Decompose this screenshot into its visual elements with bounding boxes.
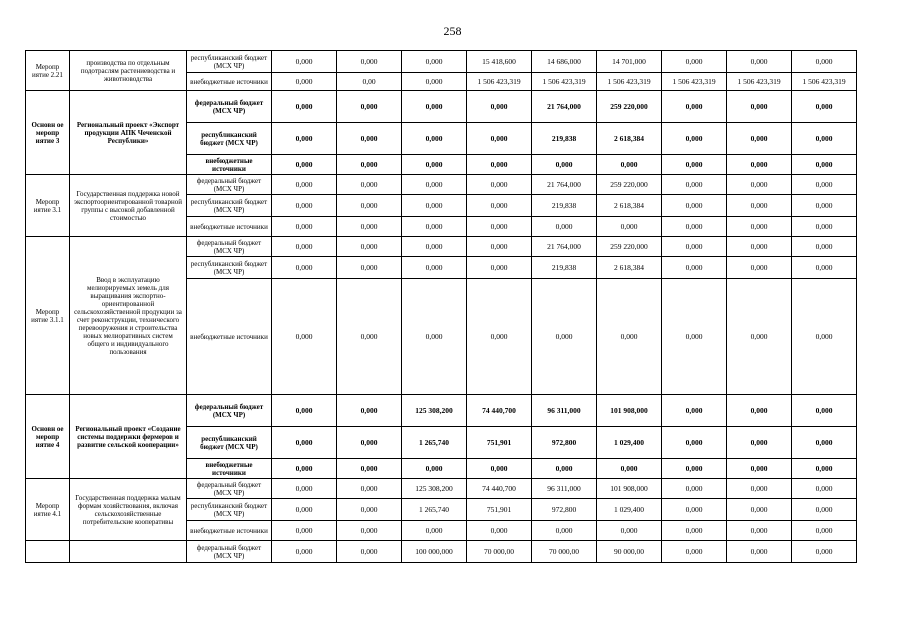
amount-cell: 0,000: [727, 541, 792, 563]
amount-cell: 125 308,200: [402, 479, 467, 499]
amount-cell: 2 618,384: [597, 257, 662, 279]
amount-cell: 2 618,384: [597, 195, 662, 217]
amount-cell: 0,000: [662, 395, 727, 427]
amount-cell: 259 220,000: [597, 175, 662, 195]
amount-cell: 0,000: [662, 521, 727, 541]
amount-cell: 0,000: [727, 217, 792, 237]
amount-cell: 0,00: [337, 73, 402, 91]
funding-source-cell: республиканский бюджет (МСХ ЧР): [187, 499, 272, 521]
funding-source-cell: республиканский бюджет (МСХ ЧР): [187, 427, 272, 459]
table-body: [26, 51, 857, 563]
amount-cell: 0,000: [662, 195, 727, 217]
amount-cell: 0,000: [402, 91, 467, 123]
amount-cell: 0,000: [402, 123, 467, 155]
amount-cell: 0,000: [337, 91, 402, 123]
amount-cell: 0,000: [662, 155, 727, 175]
amount-cell: 0,000: [662, 175, 727, 195]
funding-source-cell: внебюджетные источники: [187, 279, 272, 395]
amount-cell: 70 000,00: [467, 541, 532, 563]
page-number: 258: [443, 24, 462, 38]
amount-cell: 972,800: [532, 499, 597, 521]
activity-name-cell: Региональный проект «Экспорт продукции АПК Чеченской Республики»: [70, 91, 187, 175]
amount-cell: 0,000: [272, 541, 337, 563]
amount-cell: 0,000: [402, 51, 467, 73]
table-row: [26, 395, 857, 427]
amount-cell: 0,000: [272, 217, 337, 237]
amount-cell: 125 308,200: [402, 395, 467, 427]
amount-cell: 0,000: [402, 175, 467, 195]
amount-cell: 0,000: [337, 217, 402, 237]
amount-cell: 0,000: [792, 521, 857, 541]
amount-cell: 0,000: [337, 499, 402, 521]
amount-cell: 0,000: [337, 541, 402, 563]
amount-cell: 0,000: [337, 479, 402, 499]
activity-name-cell: Государственная поддержка новой экспортоориентированной товарной группы с высокой добавленной стоимостью: [70, 175, 187, 237]
amount-cell: 0,000: [532, 279, 597, 395]
amount-cell: 0,000: [467, 257, 532, 279]
amount-cell: 0,000: [792, 257, 857, 279]
amount-cell: 0,000: [597, 459, 662, 479]
amount-cell: 0,000: [467, 217, 532, 237]
amount-cell: 15 418,600: [467, 51, 532, 73]
amount-cell: 259 220,000: [597, 237, 662, 257]
amount-cell: 0,000: [662, 257, 727, 279]
amount-cell: 0,000: [272, 459, 337, 479]
funding-source-cell: федеральный бюджет (МСХ ЧР): [187, 175, 272, 195]
amount-cell: 972,800: [532, 427, 597, 459]
amount-cell: 0,000: [467, 175, 532, 195]
amount-cell: 0,000: [272, 427, 337, 459]
amount-cell: 0,000: [272, 91, 337, 123]
amount-cell: 0,000: [337, 51, 402, 73]
amount-cell: 0,000: [727, 459, 792, 479]
amount-cell: 751,901: [467, 499, 532, 521]
amount-cell: 74 440,700: [467, 395, 532, 427]
amount-cell: 101 908,000: [597, 395, 662, 427]
amount-cell: 219,838: [532, 195, 597, 217]
amount-cell: 0,000: [792, 541, 857, 563]
amount-cell: 0,000: [532, 155, 597, 175]
amount-cell: 0,000: [727, 499, 792, 521]
amount-cell: 1 506 423,319: [662, 73, 727, 91]
activity-code-cell: Основн ое меропр иятие 4: [26, 395, 70, 479]
funding-source-cell: республиканский бюджет (МСХ ЧР): [187, 257, 272, 279]
amount-cell: 0,000: [662, 51, 727, 73]
amount-cell: 0,000: [337, 155, 402, 175]
amount-cell: 0,000: [467, 279, 532, 395]
activity-name-cell: Ввод в эксплуатацию мелиорируемых земель для выращивания экспортно-ориентированной сельскохозяйственной продукции за счет реконструкции, технического перевооружения и строительства новых мелиоративных систем общего и индивидуального пользования: [70, 237, 187, 395]
amount-cell: 0,000: [337, 195, 402, 217]
amount-cell: 0,000: [792, 175, 857, 195]
activity-code-cell: Меропр иятие 4.1: [26, 479, 70, 541]
activity-code-cell: Меропр иятие 2.21: [26, 51, 70, 91]
amount-cell: 21 764,000: [532, 175, 597, 195]
amount-cell: 0,000: [662, 541, 727, 563]
amount-cell: 0,000: [727, 123, 792, 155]
amount-cell: 0,000: [792, 427, 857, 459]
amount-cell: 0,000: [662, 123, 727, 155]
amount-cell: 0,000: [402, 73, 467, 91]
funding-source-cell: внебюджетные источники: [187, 155, 272, 175]
amount-cell: 70 000,00: [532, 541, 597, 563]
activity-code-cell: [26, 541, 70, 563]
amount-cell: 1 265,740: [402, 427, 467, 459]
amount-cell: 0,000: [792, 195, 857, 217]
table-row: [26, 91, 857, 123]
amount-cell: 1 029,400: [597, 499, 662, 521]
amount-cell: 1 506 423,319: [792, 73, 857, 91]
amount-cell: 0,000: [727, 237, 792, 257]
table-row: [26, 175, 857, 195]
amount-cell: 219,838: [532, 257, 597, 279]
funding-source-cell: внебюджетные источники: [187, 459, 272, 479]
amount-cell: 0,000: [272, 155, 337, 175]
amount-cell: 21 764,000: [532, 237, 597, 257]
amount-cell: 0,000: [272, 73, 337, 91]
funding-source-cell: республиканский бюджет (МСХ ЧР): [187, 123, 272, 155]
funding-source-cell: республиканский бюджет (МСХ ЧР): [187, 51, 272, 73]
activity-name-cell: Региональный проект «Создание системы поддержки фермеров и развитие сельской кооперации»: [70, 395, 187, 479]
funding-source-cell: внебюджетные источники: [187, 521, 272, 541]
table-row: [26, 479, 857, 499]
amount-cell: 0,000: [792, 237, 857, 257]
amount-cell: 0,000: [337, 279, 402, 395]
amount-cell: 0,000: [272, 123, 337, 155]
amount-cell: 0,000: [402, 217, 467, 237]
amount-cell: 0,000: [467, 521, 532, 541]
amount-cell: 0,000: [727, 175, 792, 195]
amount-cell: 0,000: [792, 479, 857, 499]
amount-cell: 219,838: [532, 123, 597, 155]
amount-cell: 0,000: [727, 195, 792, 217]
amount-cell: 0,000: [337, 395, 402, 427]
amount-cell: 100 000,000: [402, 541, 467, 563]
amount-cell: 0,000: [727, 91, 792, 123]
amount-cell: 0,000: [272, 521, 337, 541]
amount-cell: 0,000: [597, 521, 662, 541]
amount-cell: 0,000: [337, 427, 402, 459]
amount-cell: 90 000,00: [597, 541, 662, 563]
amount-cell: 1 506 423,319: [597, 73, 662, 91]
amount-cell: 0,000: [662, 217, 727, 237]
amount-cell: 0,000: [727, 427, 792, 459]
amount-cell: 1 506 423,319: [727, 73, 792, 91]
activity-name-cell: [70, 541, 187, 563]
amount-cell: 0,000: [792, 459, 857, 479]
amount-cell: 0,000: [727, 257, 792, 279]
amount-cell: 0,000: [662, 91, 727, 123]
amount-cell: 0,000: [467, 237, 532, 257]
amount-cell: 0,000: [792, 123, 857, 155]
amount-cell: 0,000: [532, 459, 597, 479]
amount-cell: 0,000: [402, 155, 467, 175]
amount-cell: 0,000: [597, 155, 662, 175]
amount-cell: 1 029,400: [597, 427, 662, 459]
amount-cell: 0,000: [792, 155, 857, 175]
table-row: [26, 237, 857, 257]
amount-cell: 0,000: [272, 195, 337, 217]
amount-cell: 0,000: [337, 257, 402, 279]
amount-cell: 0,000: [337, 459, 402, 479]
amount-cell: 0,000: [467, 195, 532, 217]
amount-cell: 0,000: [662, 237, 727, 257]
amount-cell: 1 506 423,319: [467, 73, 532, 91]
amount-cell: 0,000: [467, 123, 532, 155]
amount-cell: 96 311,000: [532, 479, 597, 499]
amount-cell: 0,000: [792, 279, 857, 395]
amount-cell: 0,000: [272, 175, 337, 195]
table-row: [26, 51, 857, 73]
amount-cell: 0,000: [792, 91, 857, 123]
amount-cell: 0,000: [467, 91, 532, 123]
amount-cell: 751,901: [467, 427, 532, 459]
amount-cell: 0,000: [662, 427, 727, 459]
amount-cell: 0,000: [402, 459, 467, 479]
amount-cell: 0,000: [402, 237, 467, 257]
amount-cell: 14 686,000: [532, 51, 597, 73]
funding-source-cell: федеральный бюджет (МСХ ЧР): [187, 237, 272, 257]
amount-cell: 0,000: [467, 459, 532, 479]
amount-cell: 0,000: [272, 257, 337, 279]
amount-cell: 14 701,000: [597, 51, 662, 73]
activity-code-cell: Меропр иятие 3.1.1: [26, 237, 70, 395]
amount-cell: 0,000: [272, 237, 337, 257]
activity-name-cell: Государственная поддержка малым формам хозяйствования, включая сельскохозяйственные потребительские кооперативы: [70, 479, 187, 541]
amount-cell: 0,000: [727, 479, 792, 499]
amount-cell: 0,000: [272, 395, 337, 427]
amount-cell: 0,000: [727, 395, 792, 427]
amount-cell: 0,000: [272, 499, 337, 521]
amount-cell: 21 764,000: [532, 91, 597, 123]
amount-cell: 0,000: [272, 479, 337, 499]
budget-table: [25, 50, 857, 563]
amount-cell: 0,000: [337, 237, 402, 257]
amount-cell: 1 265,740: [402, 499, 467, 521]
amount-cell: 2 618,384: [597, 123, 662, 155]
amount-cell: 0,000: [272, 51, 337, 73]
amount-cell: 0,000: [662, 479, 727, 499]
amount-cell: 0,000: [402, 257, 467, 279]
amount-cell: 101 908,000: [597, 479, 662, 499]
funding-source-cell: федеральный бюджет (МСХ ЧР): [187, 479, 272, 499]
amount-cell: 0,000: [597, 217, 662, 237]
activity-code-cell: Меропр иятие 3.1: [26, 175, 70, 237]
amount-cell: 1 506 423,319: [532, 73, 597, 91]
amount-cell: 0,000: [727, 51, 792, 73]
amount-cell: 0,000: [662, 459, 727, 479]
funding-source-cell: республиканский бюджет (МСХ ЧР): [187, 195, 272, 217]
funding-source-cell: федеральный бюджет (МСХ ЧР): [187, 395, 272, 427]
amount-cell: 0,000: [662, 499, 727, 521]
table-row: [26, 541, 857, 563]
amount-cell: 0,000: [727, 279, 792, 395]
funding-source-cell: внебюджетные источники: [187, 73, 272, 91]
amount-cell: 0,000: [792, 395, 857, 427]
amount-cell: 0,000: [467, 155, 532, 175]
amount-cell: 0,000: [792, 51, 857, 73]
amount-cell: 0,000: [337, 123, 402, 155]
amount-cell: 0,000: [532, 521, 597, 541]
amount-cell: 0,000: [402, 279, 467, 395]
amount-cell: 0,000: [662, 279, 727, 395]
funding-source-cell: внебюджетные источники: [187, 217, 272, 237]
funding-source-cell: федеральный бюджет (МСХ ЧР): [187, 91, 272, 123]
amount-cell: 0,000: [532, 217, 597, 237]
amount-cell: 0,000: [792, 499, 857, 521]
amount-cell: 0,000: [337, 521, 402, 541]
amount-cell: 0,000: [727, 155, 792, 175]
activity-code-cell: Основн ое меропр иятие 3: [26, 91, 70, 175]
amount-cell: 0,000: [272, 279, 337, 395]
amount-cell: 0,000: [792, 217, 857, 237]
amount-cell: 96 311,000: [532, 395, 597, 427]
amount-cell: 0,000: [727, 521, 792, 541]
activity-name-cell: производства по отдельным подотраслям растениеводства и животноводства: [70, 51, 187, 91]
amount-cell: 0,000: [597, 279, 662, 395]
amount-cell: 0,000: [402, 521, 467, 541]
amount-cell: 0,000: [337, 175, 402, 195]
funding-source-cell: федеральный бюджет (МСХ ЧР): [187, 541, 272, 563]
amount-cell: 259 220,000: [597, 91, 662, 123]
amount-cell: 74 440,700: [467, 479, 532, 499]
amount-cell: 0,000: [402, 195, 467, 217]
